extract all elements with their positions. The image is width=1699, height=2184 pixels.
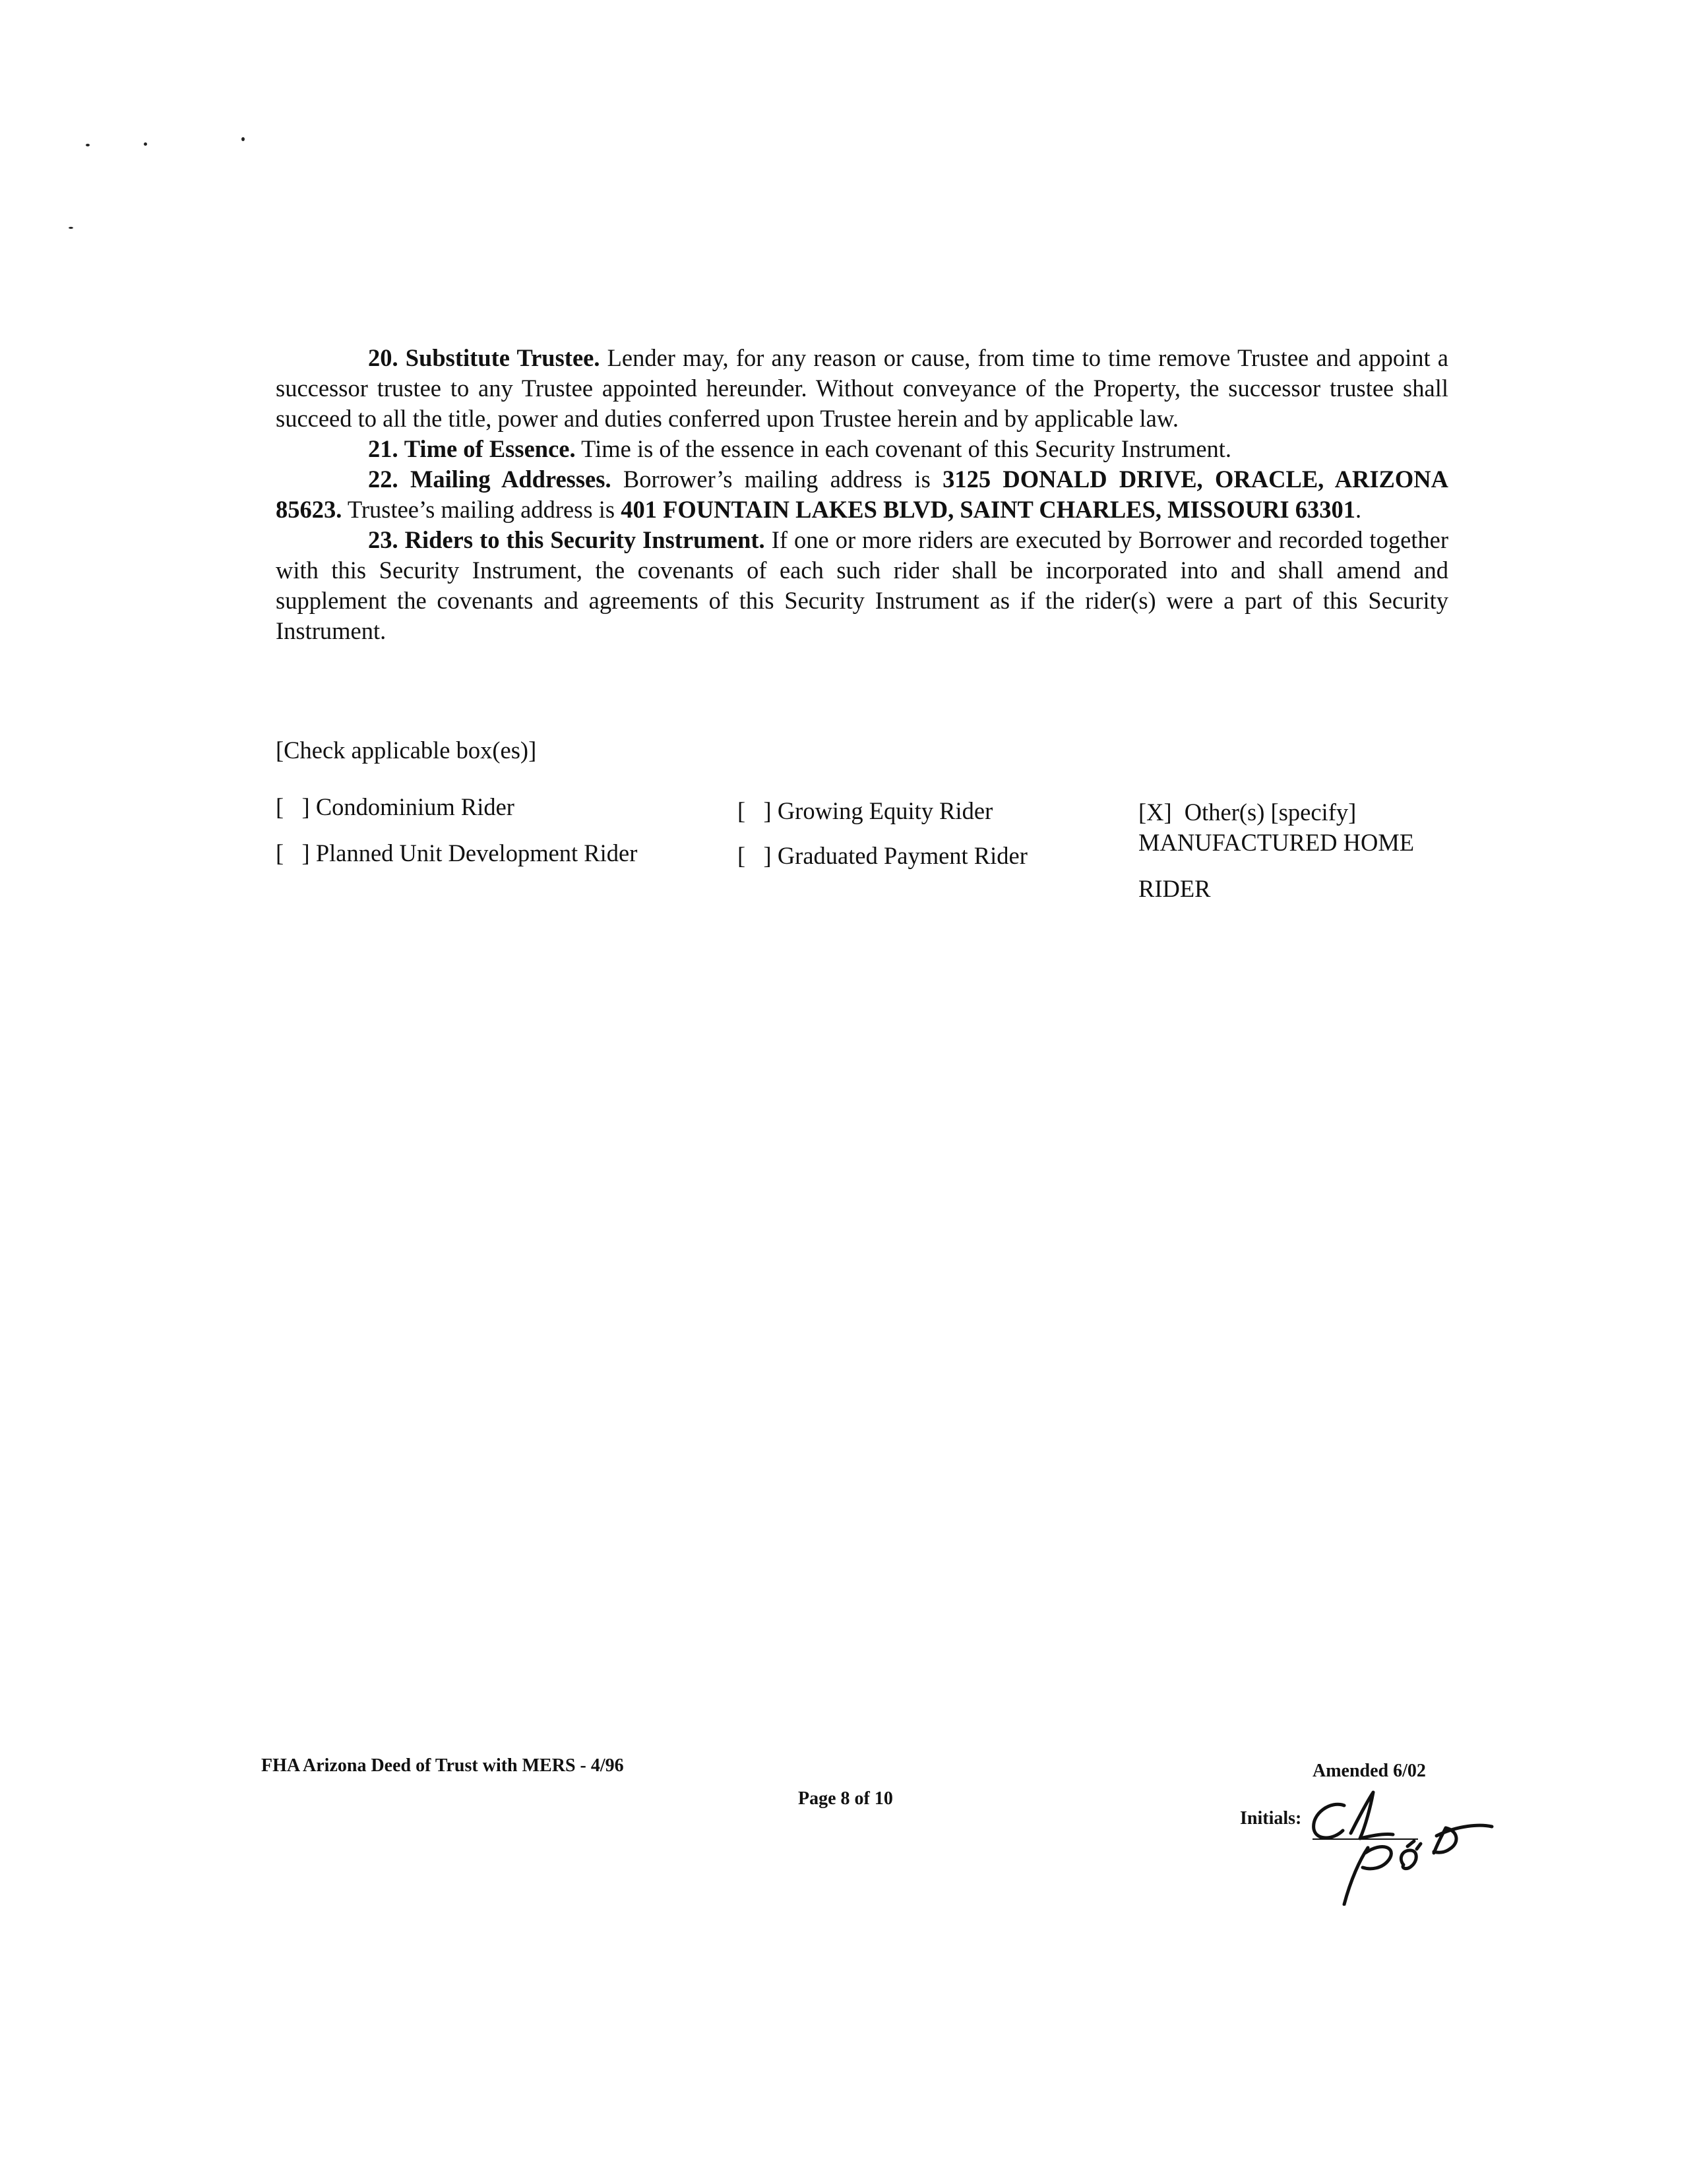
rider-other-specified-line2: RIDER: [1138, 875, 1211, 902]
rider-graduated-payment: [737, 841, 1028, 870]
rider-condominium-label: Condominium Rider: [315, 793, 514, 820]
scan-speck: [241, 137, 245, 141]
section-21-text: Time is of the essence in each covenant of this Security Instrument.: [581, 435, 1232, 462]
rider-pud: [276, 839, 637, 867]
rider-growing-equity-checkbox[interactable]: [ ]: [737, 797, 772, 824]
rider-graduated-payment-checkbox[interactable]: [ ]: [737, 842, 772, 869]
page-number: Page 8 of 10: [798, 1788, 893, 1809]
rider-other-label: Other(s) [specify]: [1184, 799, 1357, 826]
section-20-text: Lender may, for any reason or cause, from time to time remove Trustee and appoint a successor trustee to any Trustee appointed hereunder. Without conveyance of the Property, the successor trustee shall succeed to all the title, power and duties conferred upon Trustee herein and by applicable law.: [276, 344, 1449, 432]
rider-condominium: [276, 793, 514, 821]
rider-graduated-payment-label: Graduated Payment Rider: [777, 842, 1028, 869]
section-20: [276, 343, 1448, 434]
form-name: FHA Arizona Deed of Trust with MERS - 4/96: [261, 1755, 624, 1776]
section-23: [276, 525, 1448, 646]
section-23-text: If one or more riders are executed by Borrower and recorded together with this Security Instrument, the covenants of each such rider shall be incorporated into and shall amend and supplement the covenants and agreements of this Security Instrument as if the rider(s) were a part of this Security Instrument.: [276, 526, 1449, 644]
section-20-number: 20.: [368, 344, 398, 371]
rider-pud-checkbox[interactable]: [ ]: [276, 839, 310, 866]
section-22: [276, 464, 1448, 525]
borrower-address: 3125 DONALD DRIVE, ORACLE, ARIZONA 85623.: [276, 466, 1448, 523]
section-21: [276, 434, 1448, 464]
section-22-text-b: Trustee’s mailing address is: [347, 496, 615, 523]
scan-speck: [69, 227, 73, 229]
section-21-number: 21.: [368, 435, 398, 462]
section-20-title: Substitute Trustee.: [405, 344, 600, 371]
document-body: [276, 343, 1448, 646]
section-23-number: 23.: [368, 526, 398, 553]
amended-date: Amended 6/02: [1313, 1761, 1426, 1781]
scan-speck: [144, 142, 147, 146]
initials-signature: [1305, 1787, 1502, 1906]
section-23-title: Riders to this Security Instrument.: [404, 526, 765, 553]
section-22-text-a: Borrower’s mailing address is: [623, 466, 931, 493]
rider-other: [1138, 798, 1356, 826]
rider-condominium-checkbox[interactable]: [ ]: [276, 793, 310, 820]
trustee-address: 401 FOUNTAIN LAKES BLVD, SAINT CHARLES, MISSOURI 63301: [621, 496, 1356, 523]
section-22-title: Mailing Addresses.: [410, 466, 611, 493]
rider-pud-label: Planned Unit Development Rider: [315, 839, 638, 866]
section-22-text-c: .: [1355, 496, 1362, 523]
rider-other-specified-line1: MANUFACTURED HOME: [1138, 829, 1415, 856]
initials-label: Initials:: [1240, 1808, 1302, 1829]
rider-growing-equity: [737, 797, 993, 825]
rider-other-checkbox[interactable]: [X]: [1138, 799, 1172, 826]
section-22-number: 22.: [368, 466, 398, 493]
check-heading: [Check applicable box(es)]: [276, 737, 537, 764]
scan-speck: [86, 144, 90, 146]
section-21-title: Time of Essence.: [404, 435, 576, 462]
rider-growing-equity-label: Growing Equity Rider: [777, 797, 993, 824]
